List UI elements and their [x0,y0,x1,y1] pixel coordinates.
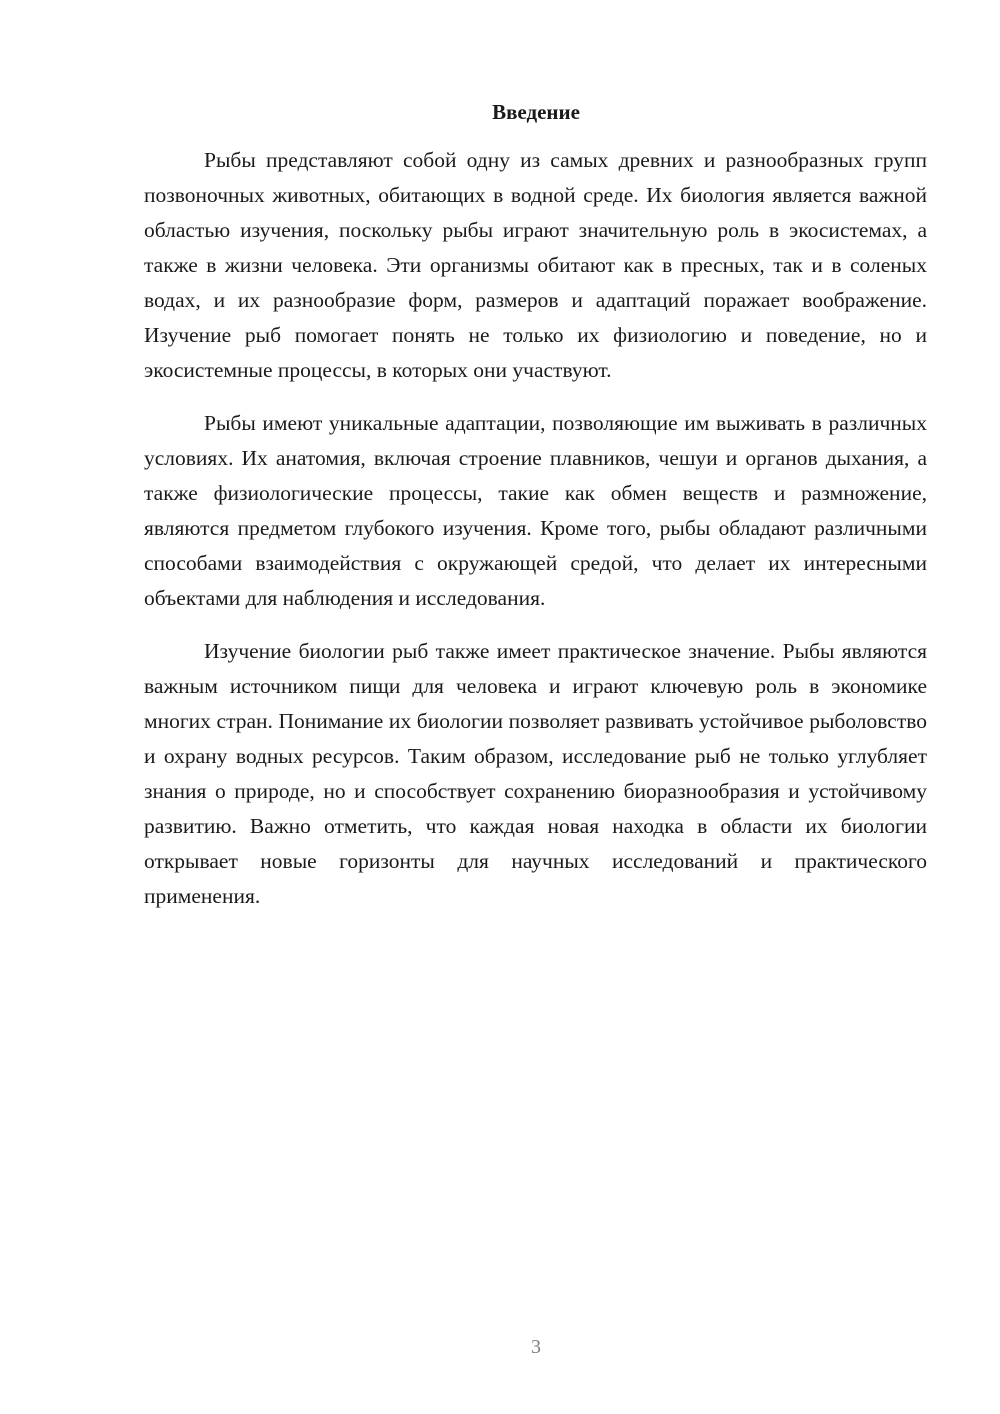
paragraph-3: Изучение биологии рыб также имеет практическое значение. Рыбы являются важным источником пищи для человека и играют ключевую роль в экономике многих стран. Понимание их биологии позволяет развивать устойчивое рыболовство и охрану водных ресурсов. Таким образом, исследование рыб не только углубляет знания о природе, но и способствует сохранению биоразнообразия и устойчивому развитию. Важно отметить, что каждая новая находка в области их биологии открывает новые горизонты для научных исследований и практического применения. [144,639,927,908]
paragraph-2: Рыбы имеют уникальные адаптации, позволяющие им выживать в различных условиях. Их анатомия, включая строение плавников, чешуи и органов дыхания, а также физиологические процессы, такие как обмен веществ и размножение, являются предметом глубокого изучения. Кроме того, рыбы обладают различными способами взаимодействия с окружающей средой, что делает их интересными объектами для наблюдения и исследования. [144,411,927,610]
page-number: 3 [531,1336,541,1358]
body-text [144,143,927,932]
paragraph-1: Рыбы представляют собой одну из самых древних и разнообразных групп позвоночных животных, обитающих в водной среде. Их биология является важной областью изучения, поскольку рыбы играют значительную роль в экосистемах, а также в жизни человека. Эти организмы обитают как в пресных, так и в соленых водах, и их разнообразие форм, размеров и адаптаций поражает воображение. Изучение рыб помогает понять не только их физиологию и поведение, но и экосистемные процессы, в которых они участвуют. [144,148,927,382]
section-title: Введение [492,100,580,124]
